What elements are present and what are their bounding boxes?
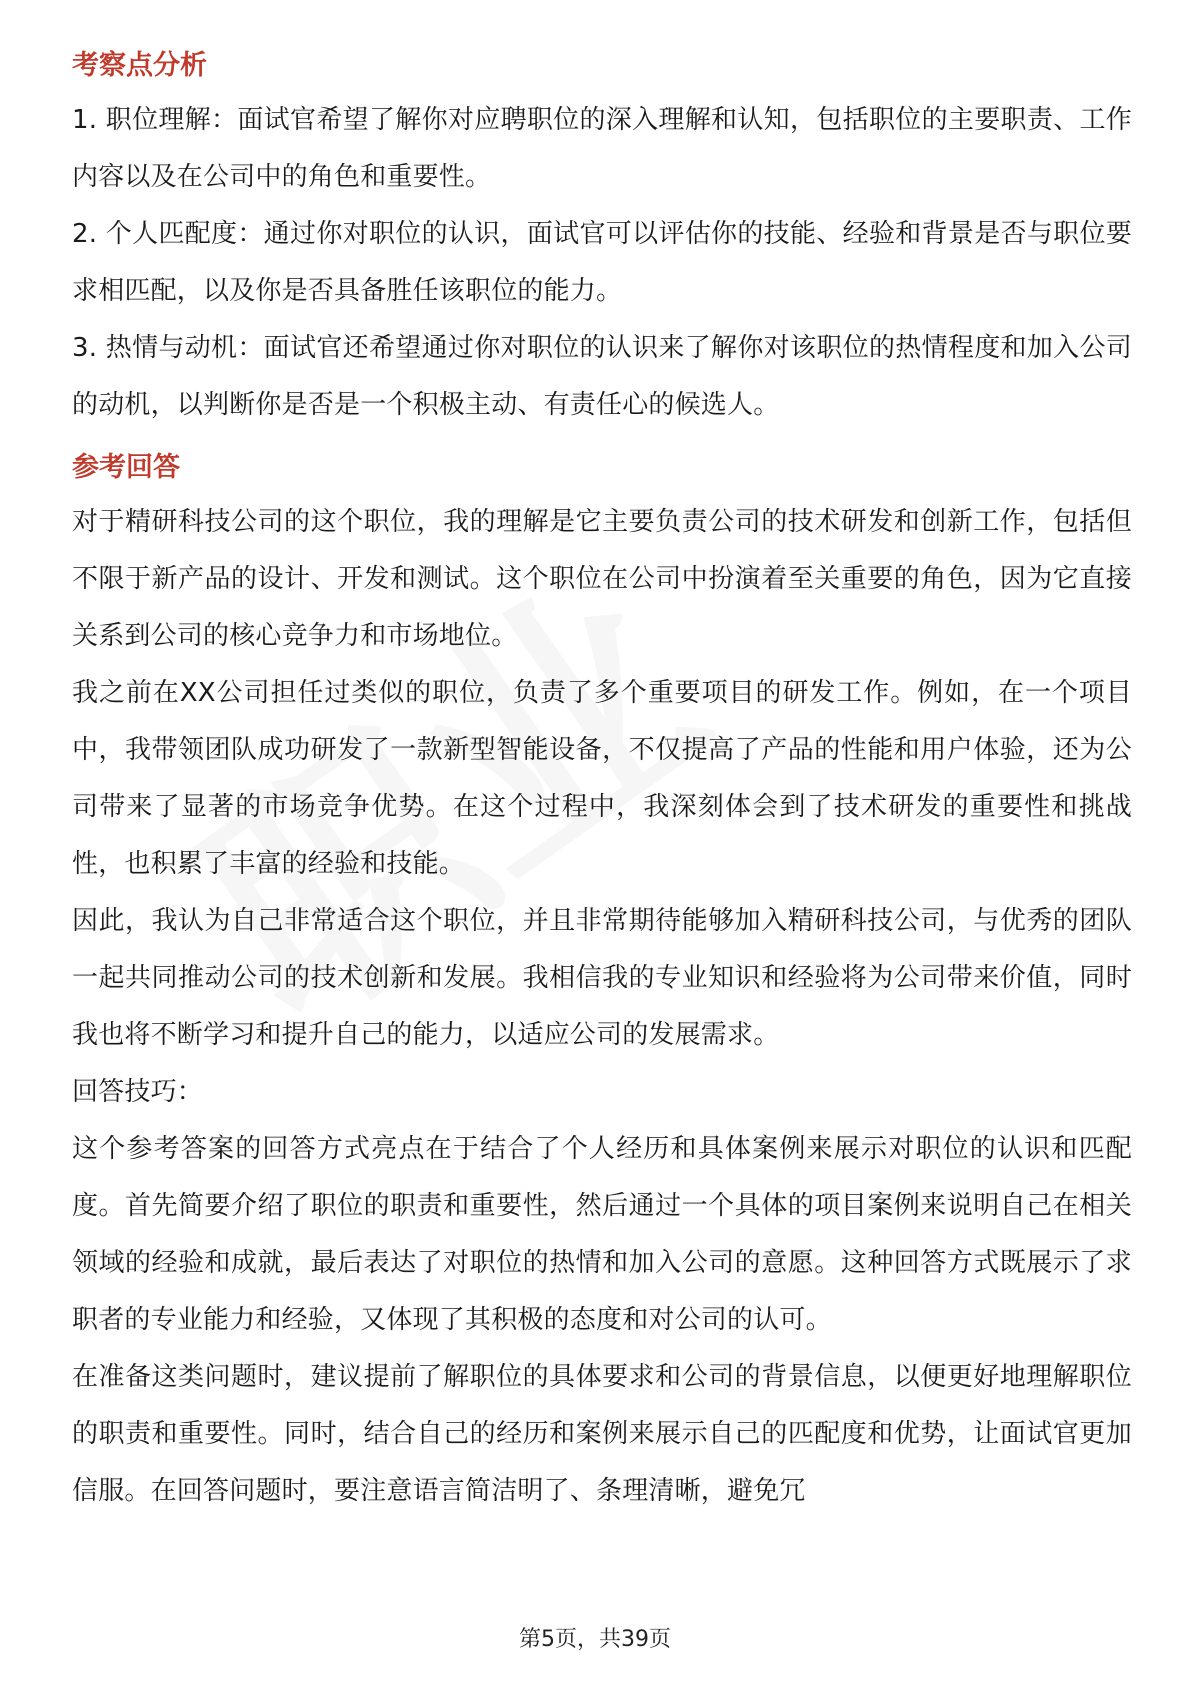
tips-label: 回答技巧： xyxy=(72,1077,204,1107)
analysis-item-3: 3. 热情与动机：面试官还希望通过你对职位的认识来了解你对该职位的热情程度和加入公司的动机，以判断你是否是一个积极主动、有责任心的候选人。 xyxy=(72,333,1132,420)
answer-paragraph-1: 对于精研科技公司的这个职位，我的理解是它主要负责公司的技术研发和创新工作，包括但不限于新产品的设计、开发和测试。这个职位在公司中扮演着至关重要的角色，因为它直接关系到公司的核心竞争力和市场地位。 xyxy=(72,507,1132,651)
analysis-item-1: 1. 职位理解：面试官希望了解你对应聘职位的深入理解和认知，包括职位的主要职责、工作内容以及在公司中的角色和重要性。 xyxy=(72,105,1132,192)
tips-paragraph-1: 这个参考答案的回答方式亮点在于结合了个人经历和具体案例来展示对职位的认识和匹配度。首先简要介绍了职位的职责和重要性，然后通过一个具体的项目案例来说明自己在相关领域的经验和成就，最后表达了对职位的热情和加入公司的意愿。这种回答方式既展示了求职者的专业能力和经验，又体现了其积极的态度和对公司的认可。 xyxy=(72,1134,1132,1335)
analysis-item-2: 2. 个人匹配度：通过你对职位的认识，面试官可以评估你的技能、经验和背景是否与职位要求相匹配，以及你是否具备胜任该职位的能力。 xyxy=(72,219,1132,306)
page-content xyxy=(72,44,1132,1520)
tips-paragraph-2: 在准备这类问题时，建议提前了解职位的具体要求和公司的背景信息，以便更好地理解职位的职责和重要性。同时，结合自己的经历和案例来展示自己的匹配度和优势，让面试官更加信服。在回答问题时，要注意语言简洁明了、条理清晰，避免冗 xyxy=(72,1362,1132,1506)
page-number: 第5页，共39页 xyxy=(519,1627,671,1652)
answer-paragraph-2: 我之前在XX公司担任过类似的职位，负责了多个重要项目的研发工作。例如，在一个项目中，我带领团队成功研发了一款新型智能设备，不仅提高了产品的性能和用户体验，还为公司带来了显著的市场竞争优势。在这个过程中，我深刻体会到了技术研发的重要性和挑战性，也积累了丰富的经验和技能。 xyxy=(72,678,1132,879)
section-heading-analysis: 考察点分析 xyxy=(72,50,207,81)
section-heading-answer: 参考回答 xyxy=(72,452,180,483)
answer-paragraph-3: 因此，我认为自己非常适合这个职位，并且非常期待能够加入精研科技公司，与优秀的团队一起共同推动公司的技术创新和发展。我相信我的专业知识和经验将为公司带来价值，同时我也将不断学习和提升自己的能力，以适应公司的发展需求。 xyxy=(72,906,1132,1050)
